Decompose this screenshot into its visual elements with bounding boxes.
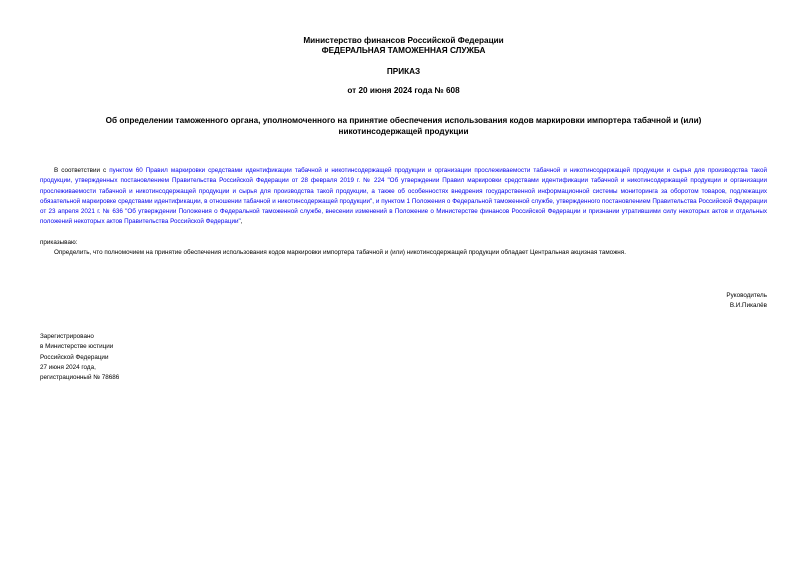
preamble-end: , — [240, 218, 243, 226]
document-title-line-1: Об определении таможенного органа, уполномоченного на принятие обеспечения использования кодов маркировки импортера табачной и (или) — [105, 116, 702, 125]
legal-reference-link[interactable]: пунктом 60 Правил маркировки средствами идентификации табачной и никотинсодержащей продукции и организации прослеживаемости табачной и никотинсодержащей продукции и сырья для производства такой продукции, утвержденных постановлением Правительства Российской Федерации от 28 февраля 2019 г. № 224 "Об утверждении Правил маркировки средствами идентификации табачной и никотинсодержащей продукции и организации прослеживаемости табачной и никотинсодержащей продукции и сырья для производства такой продукции, а также об особенностях внедрения государственной информационной системы мониторинга за оборотом товаров, подлежащих обязательной маркировке средствами идентификации, в отношении табачной и никотинсодержащей продукции", и пунктом 1 Положения о Федеральной таможенной службе, утвержденного постановлением Правительства Российской Федерации от 23 апреля 2021 г. № 636 "Об утверждении Положения о Федеральной таможенной службе, внесении изменений в Положение о Министерстве финансов Российской Федерации и признании утратившими силу некоторых актов и отдельных положений некоторых актов Правительства Российской Федерации" — [40, 167, 767, 226]
document-type: ПРИКАЗ — [386, 67, 421, 76]
decision-paragraph: Определить, что полномочием на принятие обеспечения использования кодов маркировки импортера табачной и (или) никотинсодержащей продукции обладает Центральная акцизная таможня. — [54, 249, 626, 256]
preamble-paragraph — [40, 166, 767, 228]
ministry-name: Министерство финансов Российской Федерации — [303, 36, 504, 45]
registration-line-5: регистрационный № 78686 — [40, 374, 120, 382]
document-title — [0, 116, 807, 137]
registration-line-1: Зарегистрировано — [40, 333, 94, 340]
registration-line-4: 27 июня 2024 года, — [40, 363, 96, 371]
order-word: приказываю: — [40, 239, 78, 246]
signatory-role: Руководитель — [726, 292, 767, 299]
service-name: ФЕДЕРАЛЬНАЯ ТАМОЖЕННАЯ СЛУЖБА — [321, 46, 486, 55]
registration-block — [40, 332, 119, 383]
document-title-line-2: никотинсодержащей продукции — [338, 126, 469, 136]
registration-line-2: в Министерстве юстиции — [40, 343, 114, 351]
document-header — [0, 36, 807, 56]
registration-line-3: Российской Федерации — [40, 353, 109, 361]
preamble-intro: В соответствии с — [54, 167, 110, 174]
signature-block — [726, 291, 767, 312]
document-date-number: от 20 июня 2024 года № 608 — [347, 86, 460, 95]
signatory-name: В.И.Пикалёв — [729, 302, 767, 310]
